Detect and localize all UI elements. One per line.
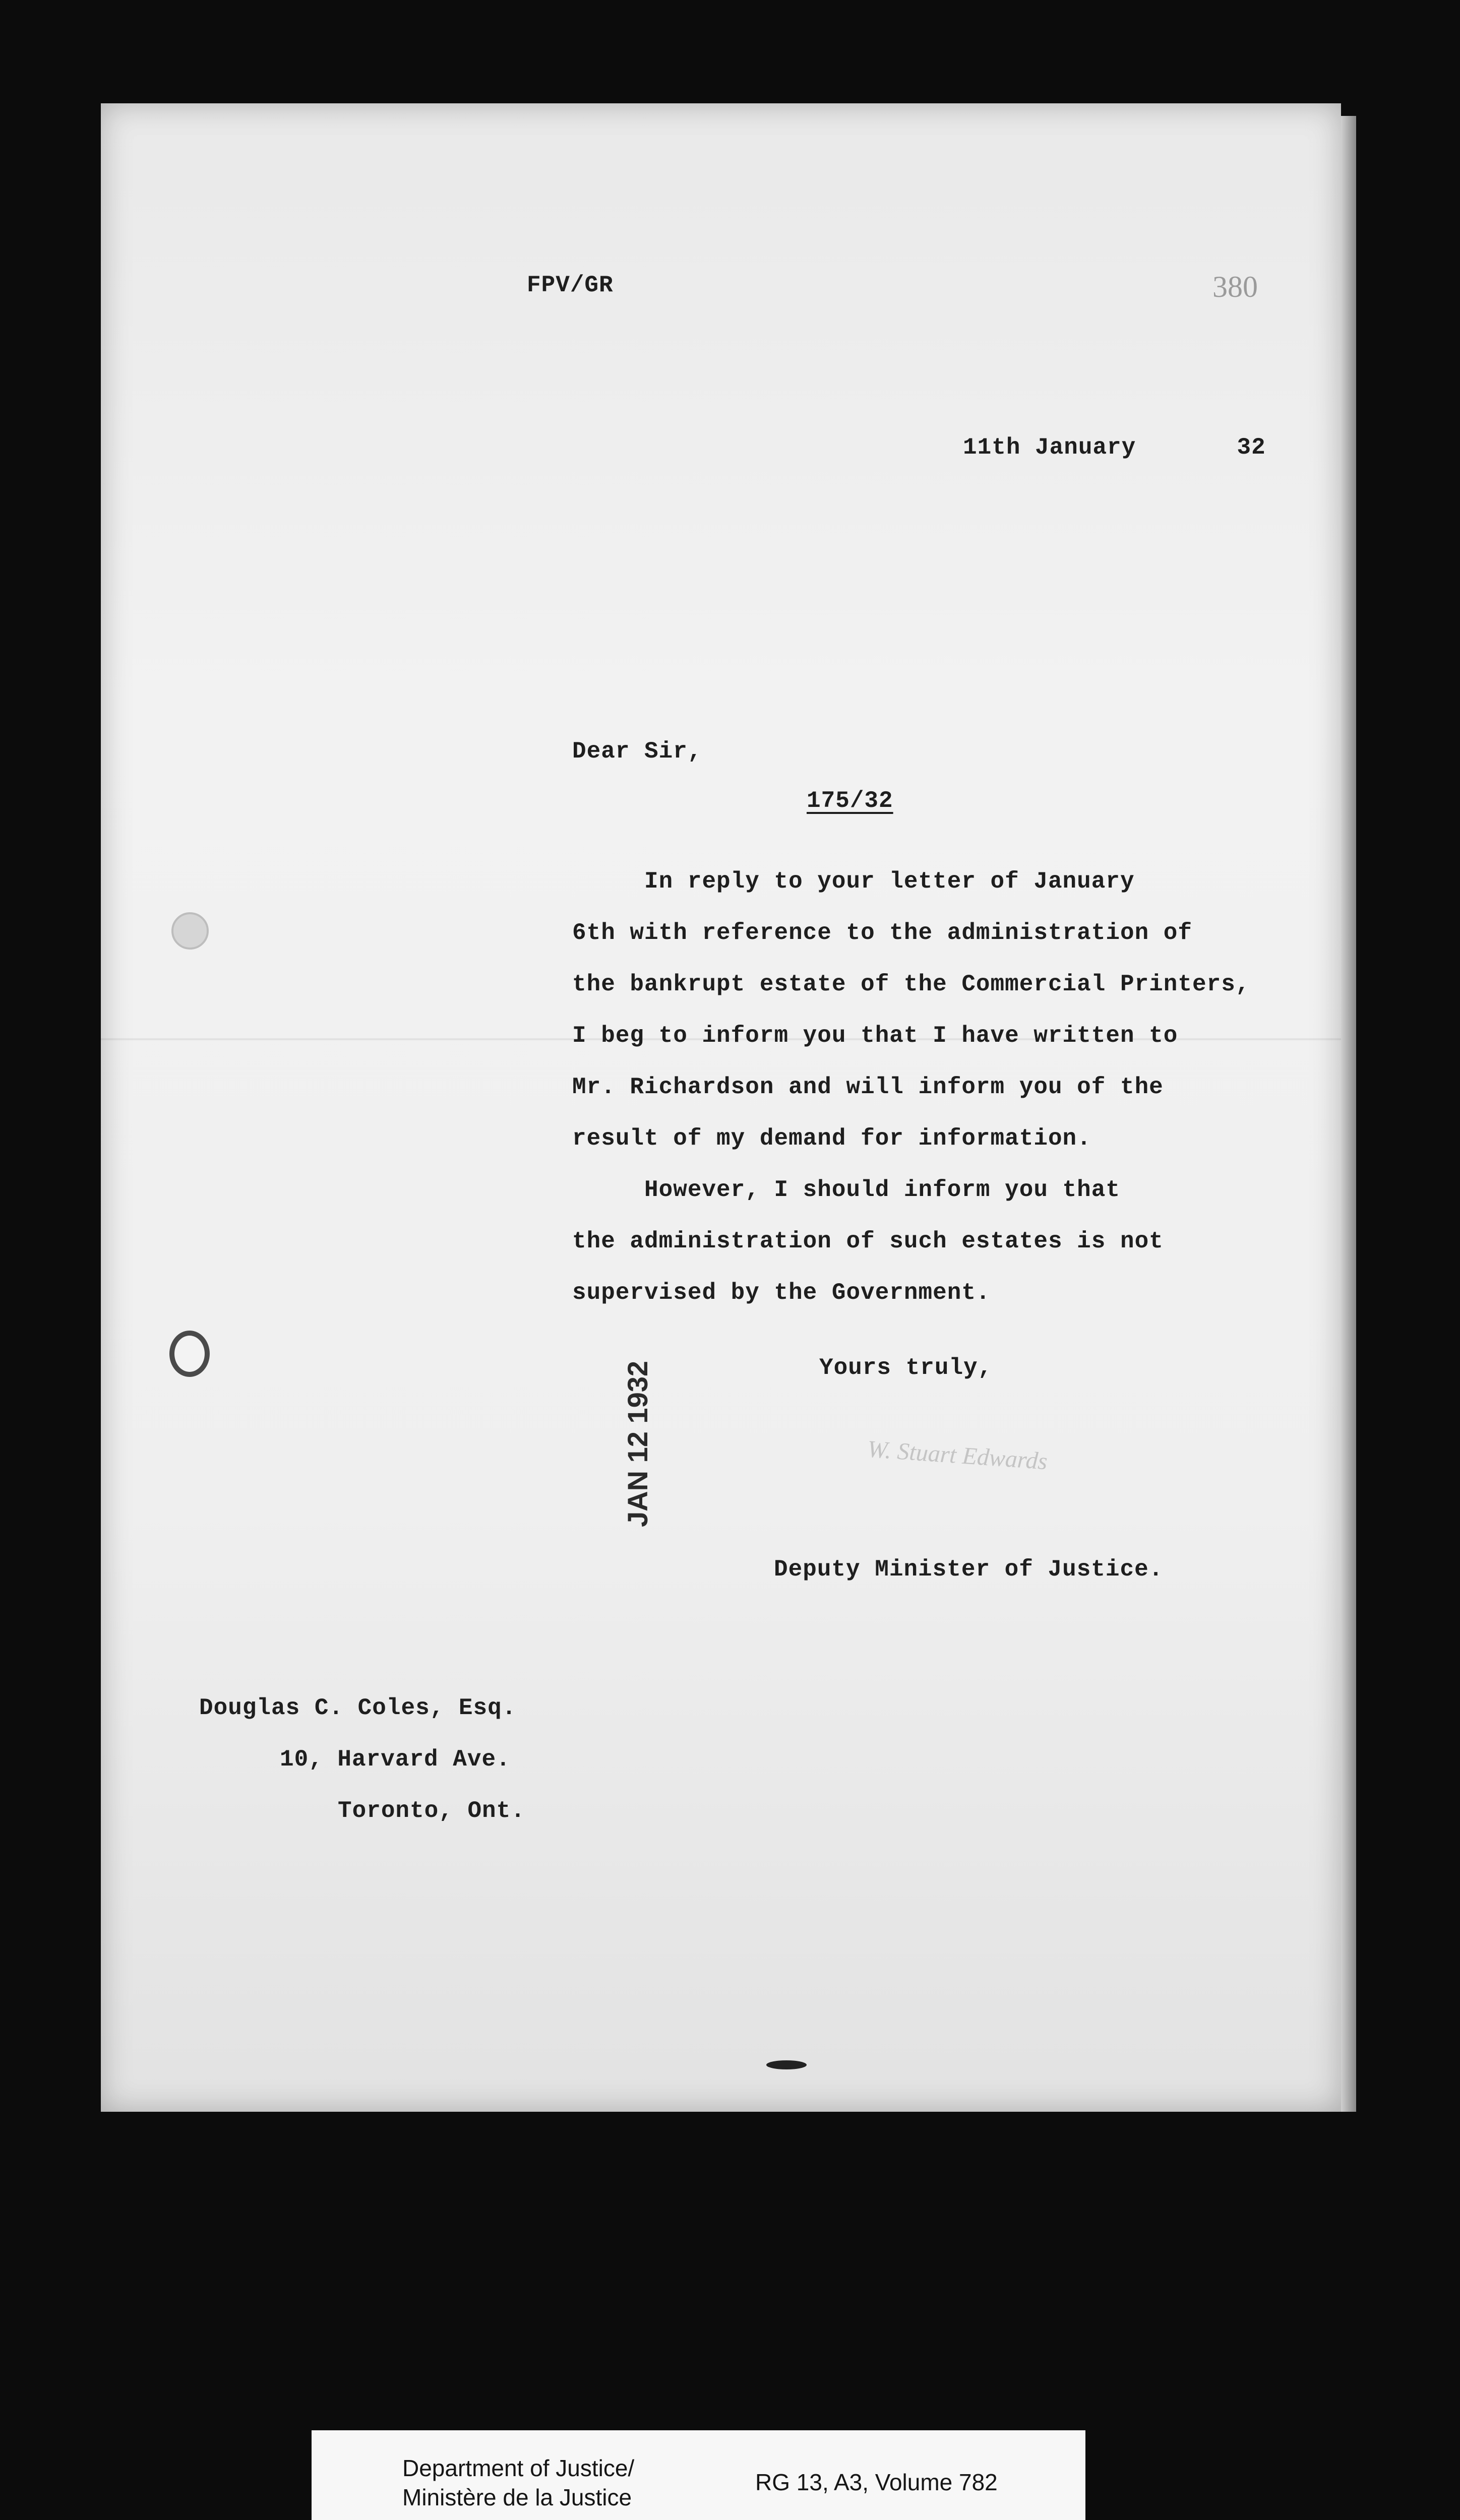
recipient-city: Toronto, Ont. (338, 1798, 525, 1824)
department-fr: Ministère de la Justice (402, 2484, 632, 2510)
body-line: result of my demand for information. (572, 1125, 1091, 1152)
archive-reference-label (312, 2430, 1085, 2520)
closing: Yours truly, (819, 1355, 993, 1381)
body-line: I beg to inform you that I have written to (572, 1023, 1178, 1049)
body-line: supervised by the Government. (572, 1280, 991, 1306)
body-line: 6th with reference to the administration of (572, 920, 1192, 946)
punch-hole (169, 1331, 210, 1377)
received-date-stamp: JAN 12 1932 (622, 1360, 653, 1527)
body-line: the bankrupt estate of the Commercial Printers, (572, 971, 1250, 997)
body-line: the administration of such estates is not (572, 1228, 1164, 1254)
letter-page (101, 103, 1341, 2112)
punch-hole (171, 912, 209, 950)
department-en: Department of Justice/ (402, 2455, 635, 2481)
signature-title: Deputy Minister of Justice. (774, 1556, 1164, 1583)
body-line: Mr. Richardson and will inform you of the (572, 1074, 1164, 1100)
ink-smudge (766, 2060, 807, 2069)
recipient-name: Douglas C. Coles, Esq. (199, 1695, 517, 1721)
body-line: In reply to your letter of January (572, 868, 1135, 895)
letter-date: 11th January 32 (963, 434, 1266, 461)
salutation: Dear Sir, (572, 738, 702, 765)
recipient-street: 10, Harvard Ave. (280, 1746, 511, 1773)
faint-signature: W. Stuart Edwards (866, 1435, 1049, 1475)
paper-edge (1341, 116, 1356, 2112)
file-number: 175/32 (807, 788, 893, 814)
body-line: However, I should inform you that (572, 1177, 1120, 1203)
archive-reference: RG 13, A3, Volume 782 (755, 2469, 998, 2495)
reference-initials: FPV/GR (527, 272, 614, 298)
page-number: 380 (1212, 270, 1258, 303)
